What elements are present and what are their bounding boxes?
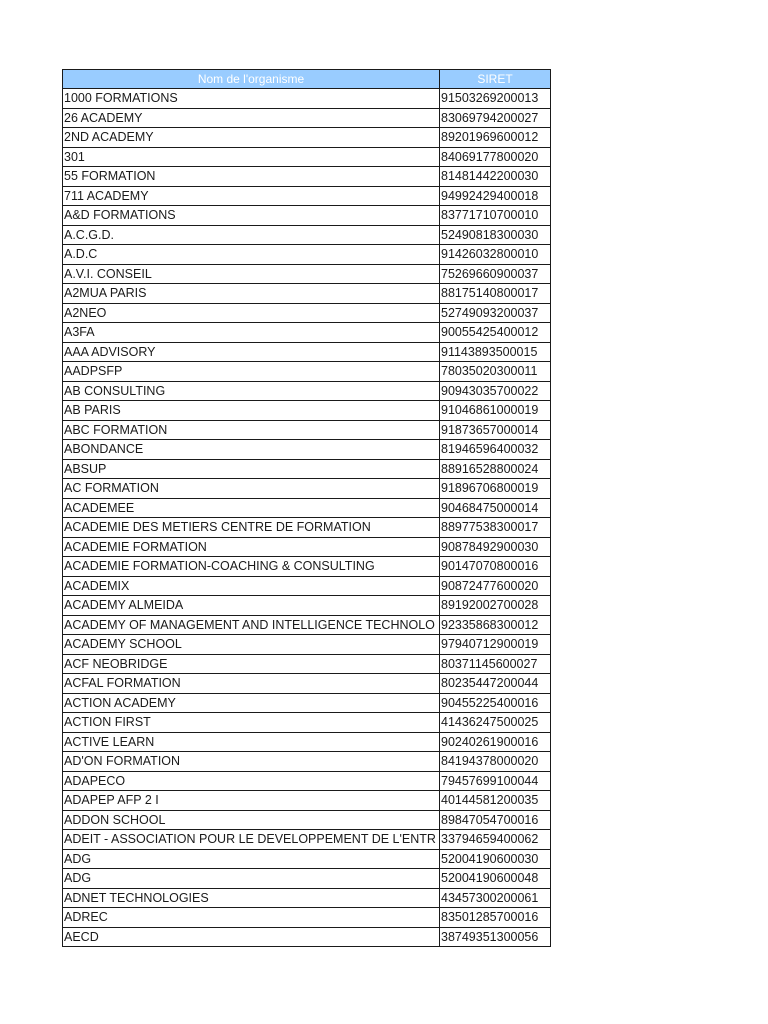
siret-cell: 91896706800019 bbox=[440, 479, 551, 499]
siret-cell: 52004190600048 bbox=[440, 869, 551, 889]
siret-cell: 79457699100044 bbox=[440, 771, 551, 791]
table-row bbox=[63, 537, 551, 557]
siret-cell: 90055425400012 bbox=[440, 323, 551, 343]
siret-cell: 43457300200061 bbox=[440, 888, 551, 908]
siret-cell: 90455225400016 bbox=[440, 693, 551, 713]
siret-cell: 90240261900016 bbox=[440, 732, 551, 752]
organism-name-cell: AADPSFP bbox=[63, 362, 440, 382]
table-row bbox=[63, 420, 551, 440]
siret-cell: 90872477600020 bbox=[440, 576, 551, 596]
table-row bbox=[63, 284, 551, 304]
table-row bbox=[63, 869, 551, 889]
siret-cell: 83501285700016 bbox=[440, 908, 551, 928]
table-row bbox=[63, 362, 551, 382]
organism-name-cell: ABSUP bbox=[63, 459, 440, 479]
table-row bbox=[63, 323, 551, 343]
table-row bbox=[63, 147, 551, 167]
table-row bbox=[63, 888, 551, 908]
siret-cell: 80235447200044 bbox=[440, 674, 551, 694]
table-row bbox=[63, 791, 551, 811]
table-row bbox=[63, 849, 551, 869]
column-header-organism-name: Nom de l'organisme bbox=[63, 70, 440, 89]
organism-name-cell: ACADEMY OF MANAGEMENT AND INTELLIGENCE TECHNOLO bbox=[63, 615, 440, 635]
table-row bbox=[63, 674, 551, 694]
organism-name-cell: AC FORMATION bbox=[63, 479, 440, 499]
organism-name-cell: ACTIVE LEARN bbox=[63, 732, 440, 752]
organism-name-cell: ADEIT - ASSOCIATION POUR LE DEVELOPPEMENT DE L'ENTR bbox=[63, 830, 440, 850]
column-header-siret: SIRET bbox=[440, 70, 551, 89]
organism-name-cell: ADNET TECHNOLOGIES bbox=[63, 888, 440, 908]
table-row bbox=[63, 459, 551, 479]
siret-cell: 88175140800017 bbox=[440, 284, 551, 304]
organism-name-cell: 55 FORMATION bbox=[63, 167, 440, 187]
table-row bbox=[63, 654, 551, 674]
siret-cell: 83771710700010 bbox=[440, 206, 551, 226]
table-row bbox=[63, 89, 551, 109]
organism-name-cell: ADG bbox=[63, 869, 440, 889]
organism-name-cell: ACADEMY SCHOOL bbox=[63, 635, 440, 655]
siret-cell: 92335868300012 bbox=[440, 615, 551, 635]
table-row bbox=[63, 303, 551, 323]
siret-cell: 88977538300017 bbox=[440, 518, 551, 538]
table-row bbox=[63, 128, 551, 148]
table-row bbox=[63, 713, 551, 733]
table-row bbox=[63, 518, 551, 538]
table-row bbox=[63, 108, 551, 128]
table-row bbox=[63, 732, 551, 752]
organism-name-cell: A.C.G.D. bbox=[63, 225, 440, 245]
siret-cell: 91143893500015 bbox=[440, 342, 551, 362]
siret-cell: 84194378000020 bbox=[440, 752, 551, 772]
header-row bbox=[63, 70, 551, 89]
organism-name-cell: A2NEO bbox=[63, 303, 440, 323]
table-row bbox=[63, 693, 551, 713]
siret-cell: 52490818300030 bbox=[440, 225, 551, 245]
table-row bbox=[63, 908, 551, 928]
table-row bbox=[63, 479, 551, 499]
table-row bbox=[63, 498, 551, 518]
organism-name-cell: 1000 FORMATIONS bbox=[63, 89, 440, 109]
siret-cell: 90147070800016 bbox=[440, 557, 551, 577]
organism-name-cell: ABONDANCE bbox=[63, 440, 440, 460]
siret-cell: 84069177800020 bbox=[440, 147, 551, 167]
siret-cell: 90943035700022 bbox=[440, 381, 551, 401]
table-row bbox=[63, 342, 551, 362]
siret-cell: 90878492900030 bbox=[440, 537, 551, 557]
table-row bbox=[63, 401, 551, 421]
table-row bbox=[63, 557, 551, 577]
table-row bbox=[63, 225, 551, 245]
siret-cell: 80371145600027 bbox=[440, 654, 551, 674]
table-row bbox=[63, 596, 551, 616]
organism-name-cell: AECD bbox=[63, 927, 440, 947]
organism-name-cell: 26 ACADEMY bbox=[63, 108, 440, 128]
organisms-table bbox=[62, 69, 551, 947]
table-row bbox=[63, 206, 551, 226]
organism-name-cell: ACADEMY ALMEIDA bbox=[63, 596, 440, 616]
organism-name-cell: ADAPECO bbox=[63, 771, 440, 791]
table-row bbox=[63, 381, 551, 401]
organism-name-cell: ADAPEP AFP 2 I bbox=[63, 791, 440, 811]
organism-name-cell: A3FA bbox=[63, 323, 440, 343]
siret-cell: 91426032800010 bbox=[440, 245, 551, 265]
organism-name-cell: ACADEMIE FORMATION bbox=[63, 537, 440, 557]
organism-name-cell: ACADEMIE FORMATION-COACHING & CONSULTING bbox=[63, 557, 440, 577]
organism-name-cell: 2ND ACADEMY bbox=[63, 128, 440, 148]
organism-name-cell: ACTION ACADEMY bbox=[63, 693, 440, 713]
table-row bbox=[63, 440, 551, 460]
table-row bbox=[63, 635, 551, 655]
siret-cell: 91503269200013 bbox=[440, 89, 551, 109]
organism-name-cell: A.D.C bbox=[63, 245, 440, 265]
organism-name-cell: A2MUA PARIS bbox=[63, 284, 440, 304]
table-row bbox=[63, 576, 551, 596]
table-row bbox=[63, 830, 551, 850]
organism-name-cell: ACF NEOBRIDGE bbox=[63, 654, 440, 674]
organism-name-cell: ACADEMIX bbox=[63, 576, 440, 596]
table-row bbox=[63, 810, 551, 830]
table-row bbox=[63, 167, 551, 187]
table-row bbox=[63, 264, 551, 284]
organism-name-cell: AD'ON FORMATION bbox=[63, 752, 440, 772]
siret-cell: 90468475000014 bbox=[440, 498, 551, 518]
organism-name-cell: A&D FORMATIONS bbox=[63, 206, 440, 226]
table-row bbox=[63, 615, 551, 635]
table-row bbox=[63, 186, 551, 206]
siret-cell: 91873657000014 bbox=[440, 420, 551, 440]
siret-cell: 91046861000019 bbox=[440, 401, 551, 421]
siret-cell: 81946596400032 bbox=[440, 440, 551, 460]
siret-cell: 75269660900037 bbox=[440, 264, 551, 284]
siret-cell: 38749351300056 bbox=[440, 927, 551, 947]
siret-cell: 33794659400062 bbox=[440, 830, 551, 850]
organism-name-cell: 301 bbox=[63, 147, 440, 167]
siret-cell: 89847054700016 bbox=[440, 810, 551, 830]
organism-name-cell: ADG bbox=[63, 849, 440, 869]
organism-name-cell: A.V.I. CONSEIL bbox=[63, 264, 440, 284]
table-row bbox=[63, 245, 551, 265]
organism-name-cell: AB PARIS bbox=[63, 401, 440, 421]
siret-cell: 88916528800024 bbox=[440, 459, 551, 479]
siret-cell: 89192002700028 bbox=[440, 596, 551, 616]
siret-cell: 52004190600030 bbox=[440, 849, 551, 869]
organism-name-cell: ABC FORMATION bbox=[63, 420, 440, 440]
siret-cell: 83069794200027 bbox=[440, 108, 551, 128]
siret-cell: 78035020300011 bbox=[440, 362, 551, 382]
siret-cell: 94992429400018 bbox=[440, 186, 551, 206]
table-row bbox=[63, 927, 551, 947]
organism-name-cell: ACFAL FORMATION bbox=[63, 674, 440, 694]
organism-name-cell: 711 ACADEMY bbox=[63, 186, 440, 206]
siret-cell: 52749093200037 bbox=[440, 303, 551, 323]
organism-name-cell: AAA ADVISORY bbox=[63, 342, 440, 362]
organism-name-cell: ACADEMEE bbox=[63, 498, 440, 518]
siret-cell: 81481442200030 bbox=[440, 167, 551, 187]
organism-name-cell: ACADEMIE DES METIERS CENTRE DE FORMATION bbox=[63, 518, 440, 538]
organism-name-cell: ADDON SCHOOL bbox=[63, 810, 440, 830]
organism-name-cell: ADREC bbox=[63, 908, 440, 928]
siret-cell: 89201969600012 bbox=[440, 128, 551, 148]
table-row bbox=[63, 752, 551, 772]
siret-cell: 40144581200035 bbox=[440, 791, 551, 811]
organism-name-cell: ACTION FIRST bbox=[63, 713, 440, 733]
table-body bbox=[63, 89, 551, 947]
siret-cell: 41436247500025 bbox=[440, 713, 551, 733]
table-row bbox=[63, 771, 551, 791]
siret-cell: 97940712900019 bbox=[440, 635, 551, 655]
organism-name-cell: AB CONSULTING bbox=[63, 381, 440, 401]
